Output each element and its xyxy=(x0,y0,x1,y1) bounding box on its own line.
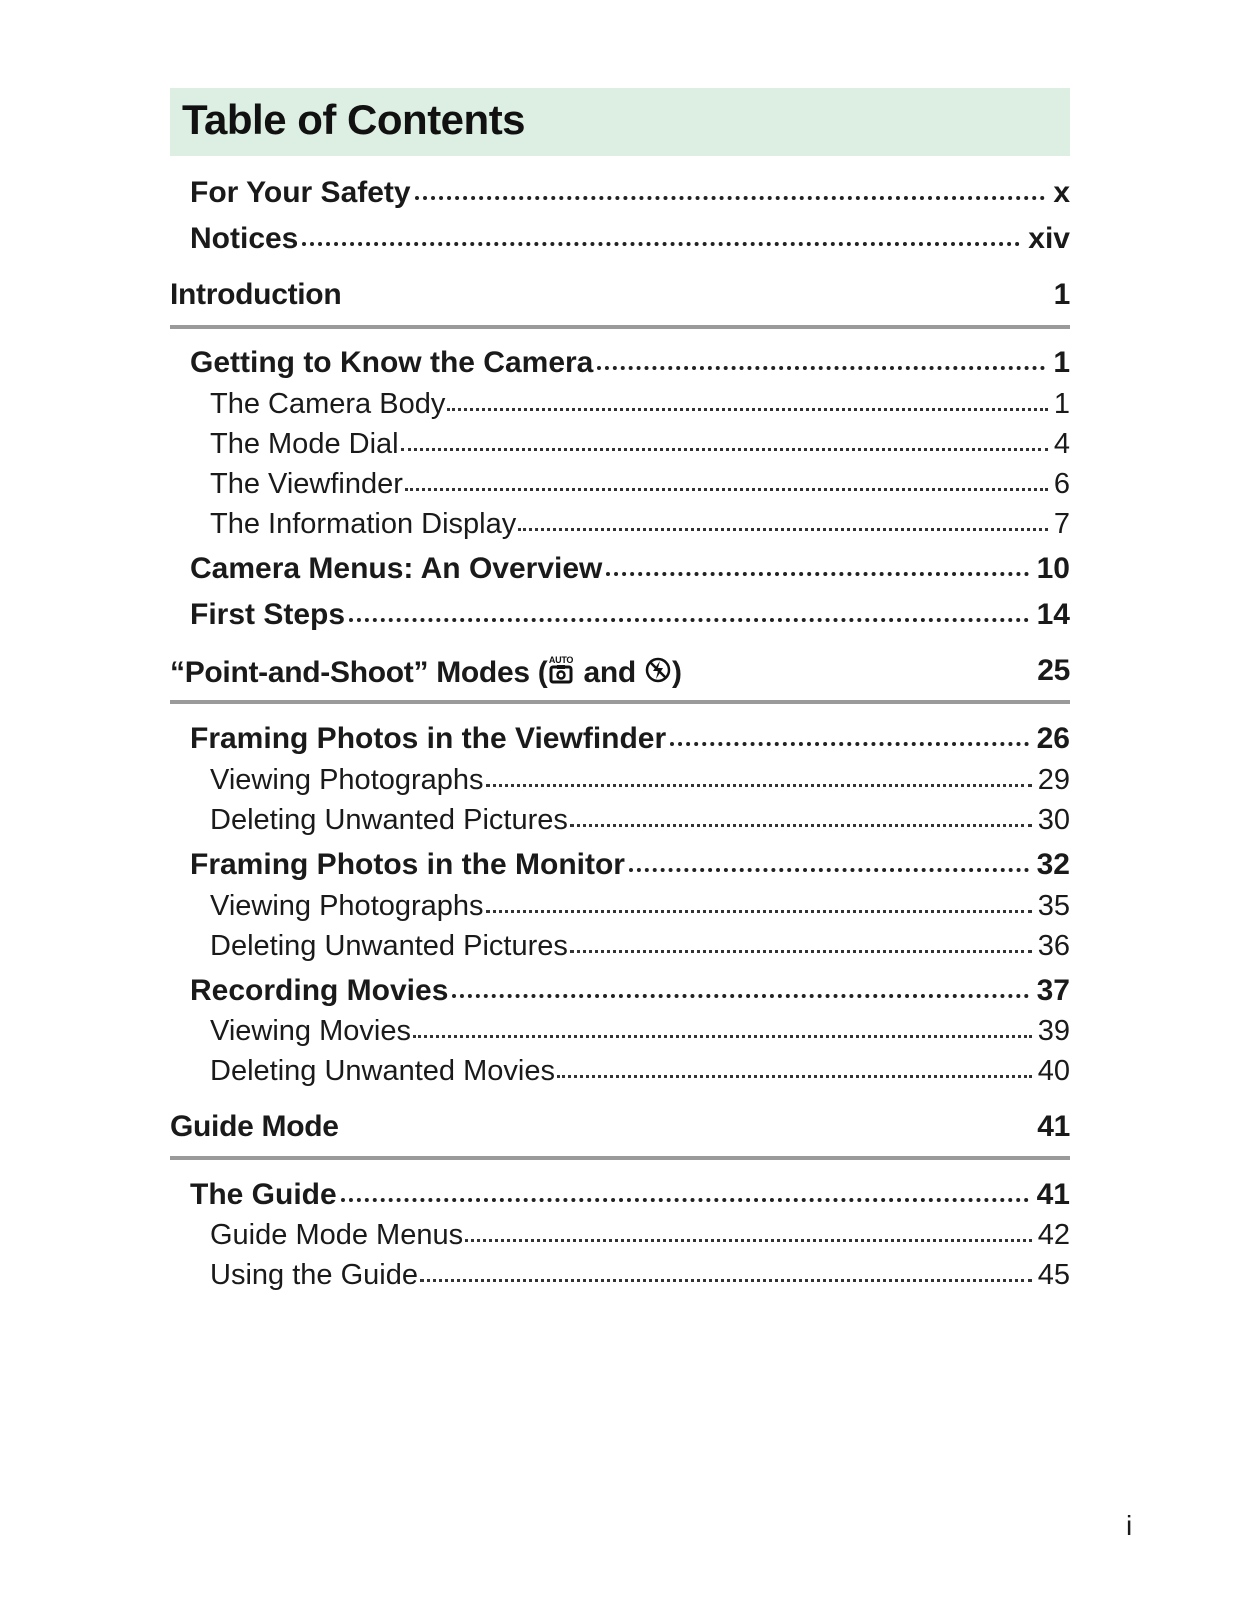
leader-dots xyxy=(405,482,1048,491)
toc-entry-page: 40 xyxy=(1037,1055,1070,1087)
toc-entry-label: The Viewfinder xyxy=(210,468,403,500)
toc-entry-page: 35 xyxy=(1037,890,1070,922)
leader-dots xyxy=(486,904,1032,913)
section-page: 41 xyxy=(1037,1110,1070,1143)
leader-dots xyxy=(415,190,1046,200)
toc-entry-page: 29 xyxy=(1037,764,1070,796)
toc-subentry[interactable] xyxy=(210,388,1070,421)
toc-entry-label: Deleting Unwanted Movies xyxy=(210,1055,555,1087)
flash-off-icon xyxy=(644,656,672,692)
page-number: i xyxy=(1126,1510,1133,1541)
toc-entry[interactable] xyxy=(190,974,1070,1008)
toc-entry-label: The Information Display xyxy=(210,508,517,540)
toc-entry-page: 36 xyxy=(1037,930,1070,962)
toc-entry[interactable] xyxy=(190,222,1070,256)
section-title: Introduction xyxy=(170,278,342,311)
leader-dots xyxy=(570,818,1032,827)
leader-dots xyxy=(349,612,1029,622)
toc-entry[interactable] xyxy=(190,552,1070,586)
leader-dots xyxy=(341,1192,1029,1202)
toc-entry-page: 32 xyxy=(1036,848,1070,881)
toc-entry[interactable] xyxy=(190,598,1070,632)
section-heading[interactable] xyxy=(170,278,1070,312)
toc-entry-page: 45 xyxy=(1037,1259,1070,1291)
toc-entry-label: Viewing Photographs xyxy=(210,764,484,796)
toc-entry-page: 6 xyxy=(1053,468,1070,500)
toc-entry-page: 7 xyxy=(1053,508,1070,540)
toc-subentry[interactable] xyxy=(210,468,1070,501)
section-rule xyxy=(170,700,1070,704)
leader-dots xyxy=(557,1069,1032,1078)
leader-dots xyxy=(670,736,1028,746)
toc-subentry[interactable] xyxy=(210,1219,1070,1252)
toc-subentry[interactable] xyxy=(210,1015,1070,1048)
leader-dots xyxy=(413,1029,1032,1038)
toc-entry-label: Viewing Photographs xyxy=(210,890,484,922)
leader-dots xyxy=(570,944,1032,953)
leader-dots xyxy=(606,566,1028,576)
toc-entry-page: 26 xyxy=(1036,722,1070,755)
toc-subentry[interactable] xyxy=(210,890,1070,923)
toc-subentry[interactable] xyxy=(210,1259,1070,1292)
toc-entry[interactable] xyxy=(190,722,1070,756)
toc-entry-page: 39 xyxy=(1037,1015,1070,1047)
toc-entry-label: Camera Menus: An Overview xyxy=(190,552,603,585)
leader-dots xyxy=(420,1273,1032,1282)
section-title: “Point-and-Shoot” Modes ( AUTO and ) xyxy=(170,654,682,692)
toc-entry-page: 37 xyxy=(1036,974,1070,1007)
leader-dots xyxy=(401,442,1048,451)
auto-icon-label: AUTO xyxy=(549,655,574,665)
leader-dots xyxy=(486,778,1032,787)
toc-entry-label: Guide Mode Menus xyxy=(210,1219,464,1251)
toc-entry-label: Framing Photos in the Monitor xyxy=(190,848,625,881)
section-heading[interactable] xyxy=(170,1110,1070,1144)
toc-entry-page: 42 xyxy=(1037,1219,1070,1251)
toc-entry-label: First Steps xyxy=(190,598,346,631)
leader-dots xyxy=(302,236,1020,246)
section-page: 25 xyxy=(1037,654,1070,687)
section-rule xyxy=(170,1156,1070,1160)
toc-entry-label: Deleting Unwanted Pictures xyxy=(210,930,568,962)
leader-dots xyxy=(597,360,1045,370)
section-heading[interactable] xyxy=(170,654,1070,692)
section-rule xyxy=(170,325,1070,329)
leader-dots xyxy=(518,522,1048,531)
leader-dots xyxy=(465,1233,1032,1242)
toc-entry-label: The Camera Body xyxy=(210,388,446,420)
toc-entry-page: 41 xyxy=(1036,1178,1070,1211)
toc-entry-label: Notices xyxy=(190,222,299,255)
section-title: Guide Mode xyxy=(170,1110,339,1143)
toc-subentry[interactable] xyxy=(210,428,1070,461)
toc-entry-page: 14 xyxy=(1036,598,1070,631)
toc-subentry[interactable] xyxy=(210,804,1070,837)
toc-subentry[interactable] xyxy=(210,764,1070,797)
toc-entry-page: 1 xyxy=(1053,388,1070,420)
title-bar xyxy=(170,88,1070,156)
auto-mode-icon xyxy=(547,654,575,692)
toc-entry-page: 1 xyxy=(1053,346,1070,379)
leader-dots xyxy=(447,402,1048,411)
toc-entry-label: Using the Guide xyxy=(210,1259,418,1291)
toc-entry-page: xiv xyxy=(1028,222,1070,255)
toc-entry-page: x xyxy=(1053,176,1070,209)
toc-entry[interactable] xyxy=(190,848,1070,882)
toc-entry-label: Recording Movies xyxy=(190,974,449,1007)
toc-subentry[interactable] xyxy=(210,508,1070,541)
toc-entry-page: 30 xyxy=(1037,804,1070,836)
toc-subentry[interactable] xyxy=(210,930,1070,963)
toc-entry-page: 10 xyxy=(1036,552,1070,585)
toc-entry-label: The Guide xyxy=(190,1178,337,1211)
toc-entry-label: Framing Photos in the Viewfinder xyxy=(190,722,667,755)
toc-entry[interactable] xyxy=(190,176,1070,210)
toc-entry-label: The Mode Dial xyxy=(210,428,399,460)
leader-dots xyxy=(629,862,1029,872)
section-page: 1 xyxy=(1053,278,1070,311)
toc-subentry[interactable] xyxy=(210,1055,1070,1088)
leader-dots xyxy=(452,988,1028,998)
toc-entry-label: Getting to Know the Camera xyxy=(190,346,594,379)
toc-entry[interactable] xyxy=(190,346,1070,380)
toc-entry-label: Deleting Unwanted Pictures xyxy=(210,804,568,836)
toc-entry-page: 4 xyxy=(1053,428,1070,460)
toc-entry-label: Viewing Movies xyxy=(210,1015,411,1047)
page-title: Table of Contents xyxy=(182,96,526,143)
toc-entry[interactable] xyxy=(190,1178,1070,1212)
toc-entry-label: For Your Safety xyxy=(190,176,411,209)
